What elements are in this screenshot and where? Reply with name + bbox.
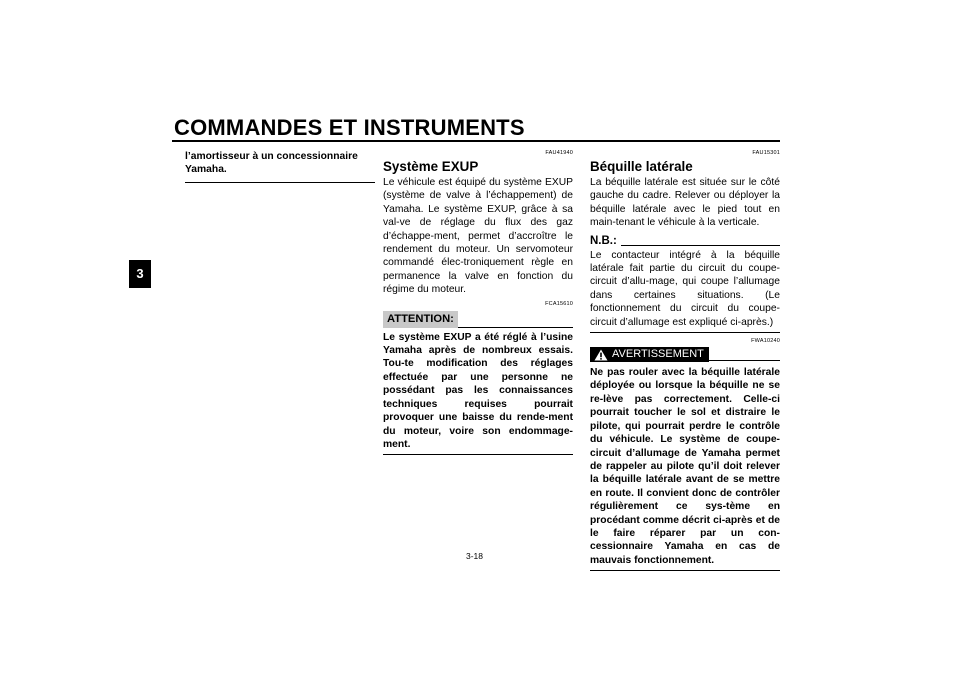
nb-end-rule bbox=[590, 332, 780, 333]
warning-text: Ne pas rouler avec la béquille latérale déployée ou lorsque la béquille ne se re-lève pas correctement. Celle-ci pourrait toucher le sol et distraire le pilote, qui pourrait perdre le contrôle du véhicule. Le système de coupe-circuit d’allumage de Yamaha permet de rappeler au pilote qu’il doit relever la béquille latérale avant de se mettre en route. Il convient donc de contrôler régulièrement ce sys-tème en procédant comme décrit ci-après et de le faire réparer par un con-cessionnaire Yamaha en cas de mauvais fonctionnement. bbox=[590, 367, 780, 566]
caution-label: ATTENTION: bbox=[383, 311, 458, 328]
column-3 bbox=[590, 150, 780, 571]
section-code: FAU15301 bbox=[752, 150, 780, 156]
warning-end-rule bbox=[590, 570, 780, 571]
chapter-tab: 3 bbox=[129, 260, 151, 288]
caution-header bbox=[383, 311, 573, 328]
caution-rule bbox=[458, 327, 573, 328]
warning-badge bbox=[590, 347, 709, 362]
section-end-rule bbox=[185, 182, 375, 183]
nb-text: Le contacteur intégré à la béquille latérale fait partie du circuit du coupe-circuit d’allu-mage, qui coupe l’allumage dans certaines situations. (Le fonctionnement du circuit du coupe-circuit d’allumage est expliqué ci-après.) bbox=[590, 249, 780, 328]
nb-label: N.B.: bbox=[590, 234, 617, 247]
page-number: 3-18 bbox=[466, 551, 484, 561]
column-2 bbox=[383, 150, 573, 455]
caution-text: Le système EXUP a été réglé à l’usine Yamaha après de nombreux essais. Tou-te modification des réglages effectuée par une personne ne possédant pas les connaissances techniques requises pourrait provoquer une baisse du rende-ment du moteur, voire son endommage-ment. bbox=[383, 331, 573, 450]
section-body-bequille: La béquille latérale est située sur le côté gauche du cadre. Relever ou déployer la béquille latérale avec le pied tout en main-tenant le véhicule à la verticale. bbox=[590, 177, 780, 229]
nb-header bbox=[590, 235, 780, 248]
page-title: COMMANDES ET INSTRUMENTS bbox=[174, 115, 525, 140]
warning-label: AVERTISSEMENT bbox=[612, 348, 704, 361]
nb-rule bbox=[621, 245, 780, 246]
section-body-exup: Le véhicule est équipé du système EXUP (système de valve à l’échappement) de Yamaha. Le système EXUP, grâce à sa val-ve de réglage du flux des gaz d’échappe-ment, permet d’accroître le rendement du moteur. Un servomoteur commandé élec-troniquement règle en permanence la valve en fonction du régime du moteur. bbox=[383, 177, 573, 296]
section-heading-exup: Système EXUP bbox=[383, 159, 479, 174]
column-1 bbox=[185, 150, 375, 183]
warning-code: FWA10240 bbox=[751, 338, 780, 345]
title-rule bbox=[172, 140, 780, 142]
warning-header bbox=[590, 347, 780, 362]
caution-end-rule bbox=[383, 454, 573, 455]
warning-triangle-icon bbox=[594, 349, 608, 361]
caution-code: FCA15610 bbox=[545, 300, 573, 307]
continuation-text: l’amortisseur à un concessionnaire Yamaha. bbox=[185, 151, 358, 176]
section-code: FAU41940 bbox=[545, 150, 573, 156]
warning-rule bbox=[709, 360, 780, 361]
section-heading-bequille: Béquille latérale bbox=[590, 159, 693, 174]
